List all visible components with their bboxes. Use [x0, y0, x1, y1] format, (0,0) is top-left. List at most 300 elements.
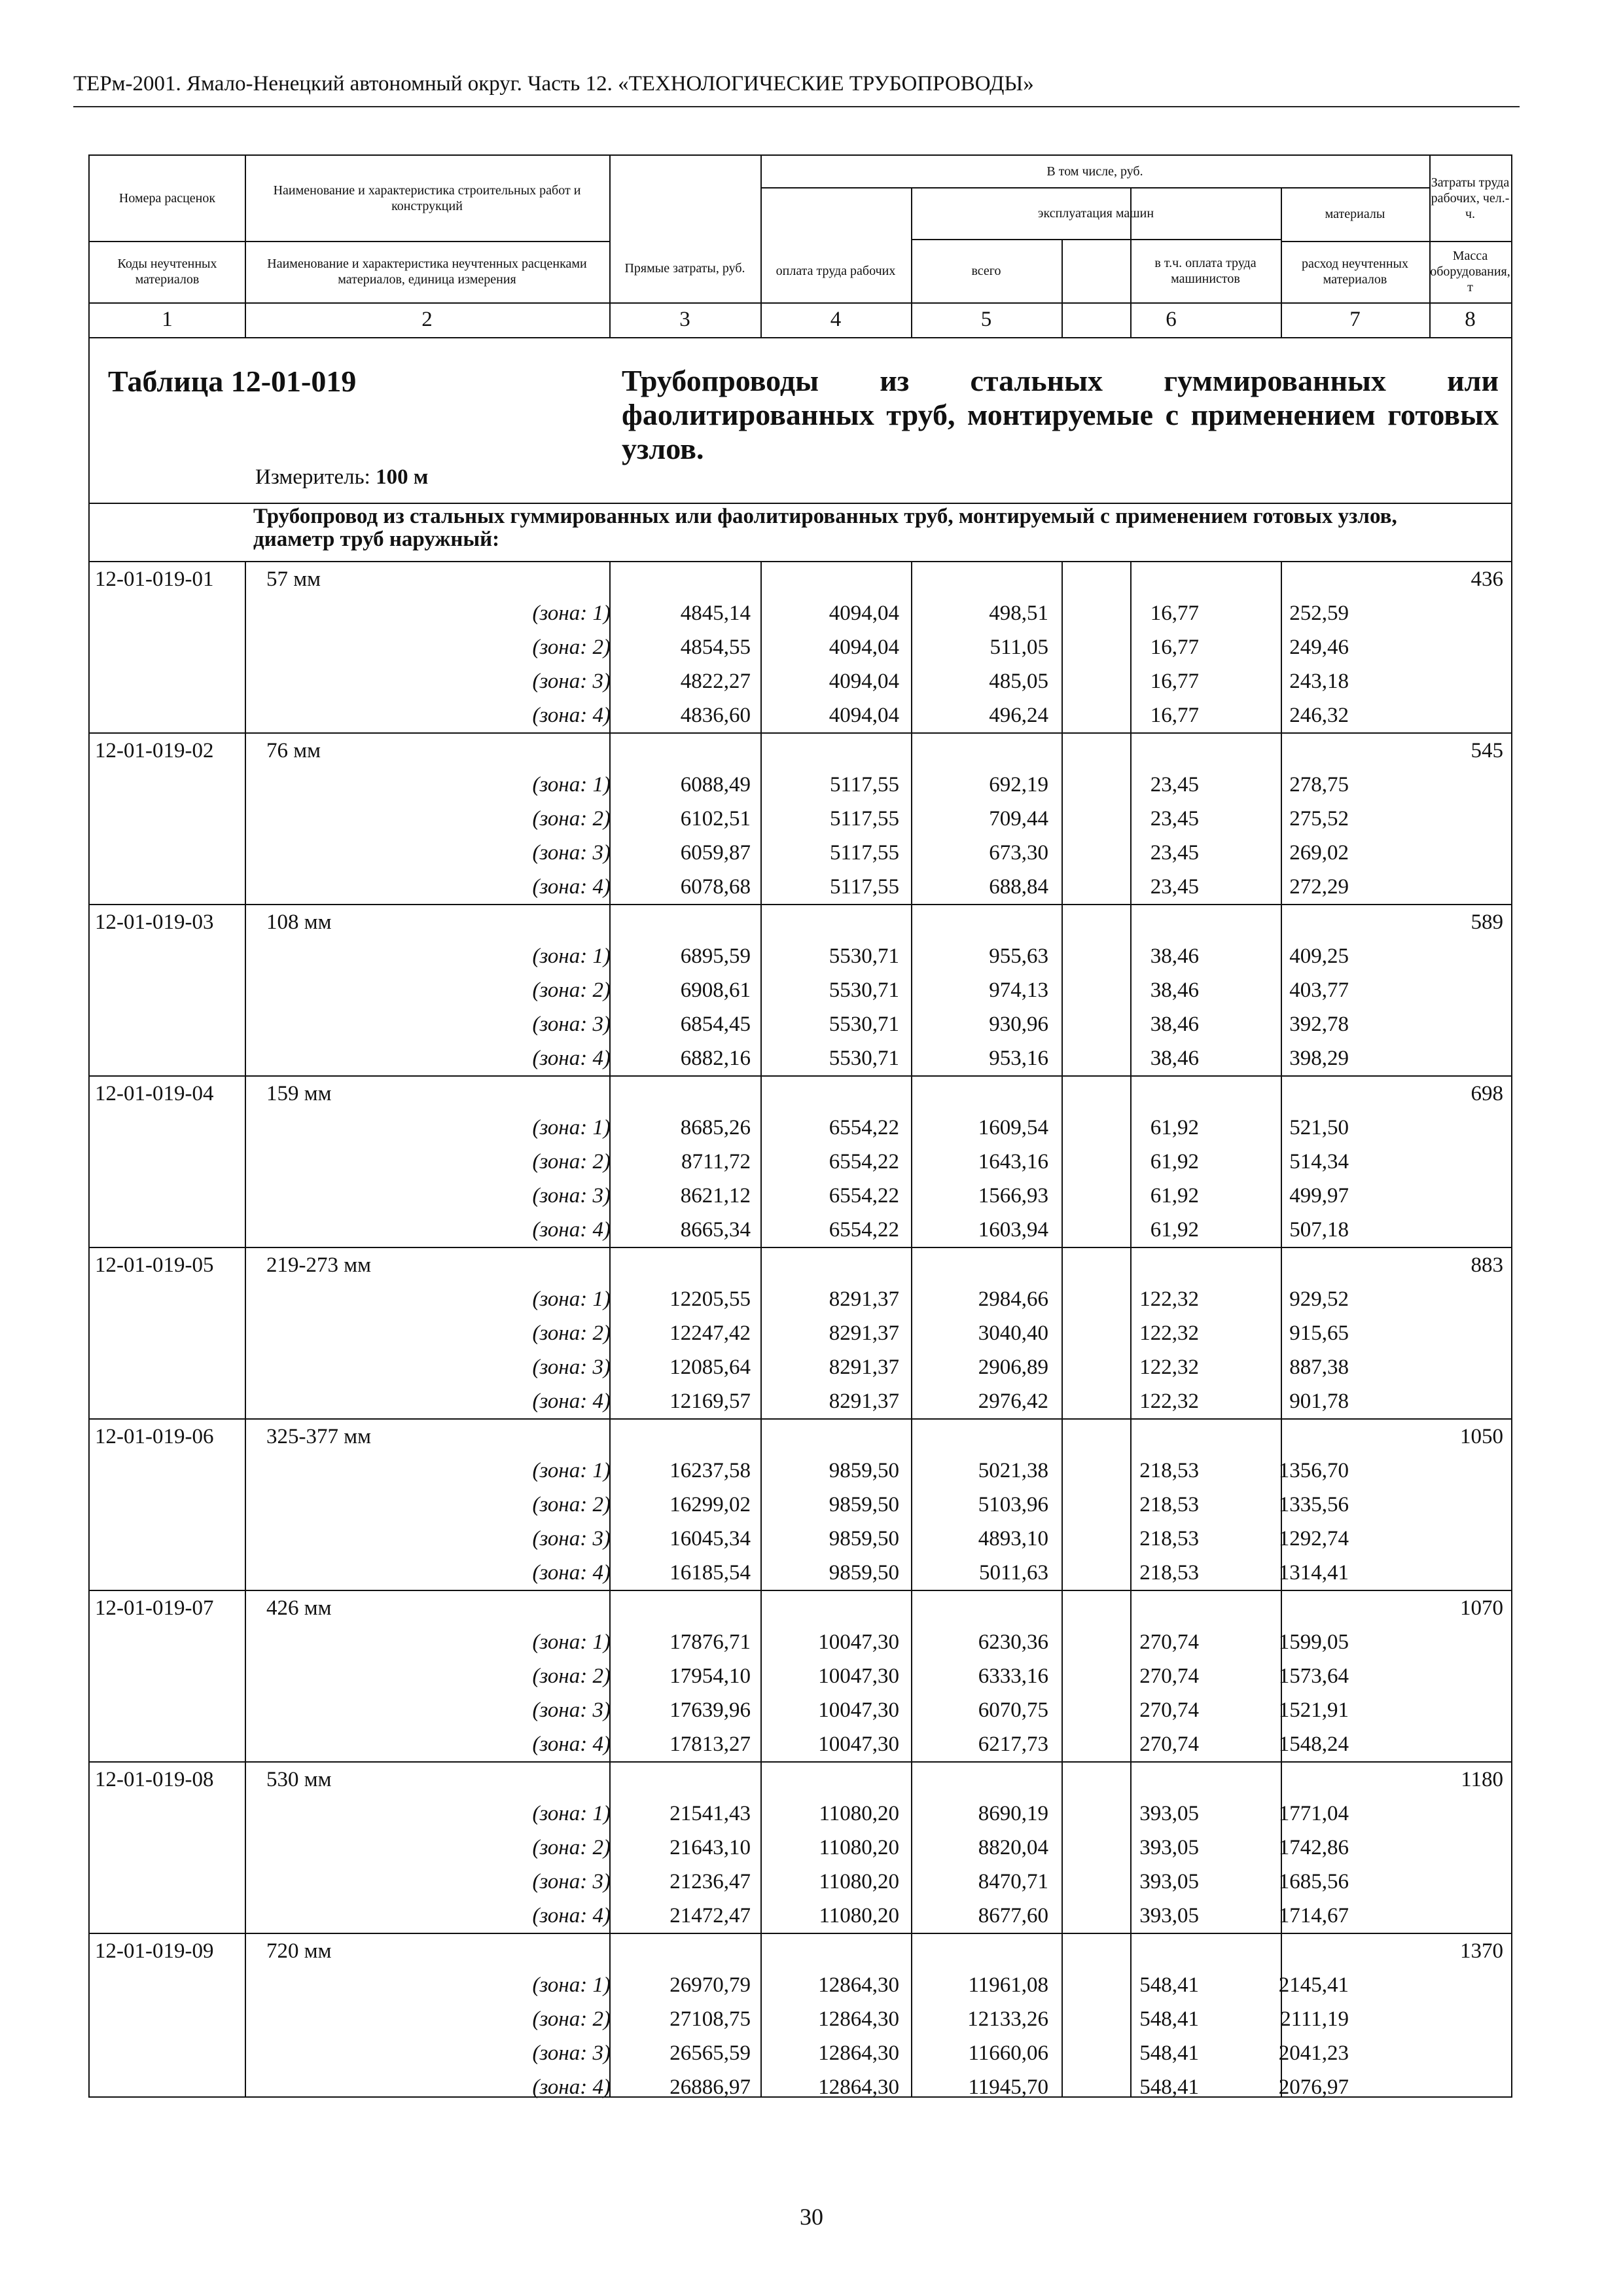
table-row: [90, 698, 1511, 732]
operator-wages: 38,46: [1150, 978, 1199, 1002]
header-col8-bottom: Масса оборудования, т: [1430, 249, 1510, 295]
materials-cost: 1356,70: [1278, 1459, 1349, 1482]
header-col6: в т.ч. оплата труда машинистов: [1154, 256, 1257, 286]
header-col1-bottom: Коды неучтенных материалов: [117, 257, 217, 287]
zone-label: (зона: 2): [532, 1836, 611, 1859]
worker-wages: 12864,30: [818, 2007, 899, 2031]
materials-cost: 887,38: [1289, 1355, 1349, 1379]
machine-cost: 496,24: [989, 704, 1048, 727]
rate-group: [90, 562, 1511, 734]
operator-wages: 38,46: [1150, 1013, 1199, 1036]
operator-wages: 393,05: [1139, 1870, 1199, 1893]
zone-label: (зона: 1): [532, 601, 611, 625]
operator-wages: 218,53: [1139, 1493, 1199, 1516]
header-col1-top: Номера расценок: [118, 191, 216, 206]
worker-wages: 11080,20: [819, 1870, 899, 1893]
machine-cost: 8677,60: [978, 1904, 1048, 1928]
worker-wages: 4094,04: [829, 636, 899, 659]
rate-group: [90, 1763, 1511, 1934]
machine-cost: 5103,96: [978, 1493, 1048, 1516]
operator-wages: 393,05: [1139, 1802, 1199, 1825]
zone-label: (зона: 1): [532, 944, 611, 968]
direct-cost: 4845,14: [680, 601, 751, 625]
machine-cost: 6070,75: [978, 1698, 1048, 1722]
header-group-label: В том числе, руб.: [1046, 164, 1143, 179]
machine-cost: 688,84: [989, 875, 1048, 899]
zone-label: (зона: 2): [532, 636, 611, 659]
table-row: [90, 939, 1511, 973]
materials-cost: 1335,56: [1278, 1493, 1349, 1516]
table-row: [90, 664, 1511, 698]
zone-label: (зона: 3): [532, 1355, 611, 1379]
machine-cost: 498,51: [989, 601, 1048, 625]
rate-code: 12-01-019-06: [95, 1425, 214, 1448]
zone-label: (зона: 4): [532, 2075, 611, 2099]
direct-cost: 21541,43: [669, 1802, 751, 1825]
machine-cost: 709,44: [989, 807, 1048, 831]
direct-cost: 6854,45: [680, 1013, 751, 1036]
operator-wages: 122,32: [1139, 1390, 1199, 1413]
table-row: [90, 905, 1511, 939]
table-row: [90, 1899, 1511, 1933]
materials-cost: 929,52: [1289, 1287, 1349, 1311]
table-row: [90, 802, 1511, 836]
table-row: [90, 1865, 1511, 1899]
rate-group: [90, 734, 1511, 905]
direct-cost: 27108,75: [669, 2007, 751, 2031]
worker-wages: 9859,50: [829, 1527, 899, 1551]
rate-group: [90, 1077, 1511, 1248]
worker-wages: 5530,71: [829, 944, 899, 968]
table-row: [90, 1077, 1511, 1111]
header-col7-top: материалы: [1325, 207, 1385, 221]
worker-wages: 6554,22: [829, 1184, 899, 1208]
header-col4: оплата труда рабочих: [776, 264, 896, 278]
labor-cost: 589: [1471, 910, 1503, 934]
zone-label: (зона: 3): [532, 1698, 611, 1722]
worker-wages: 5530,71: [829, 978, 899, 1002]
rate-group: [90, 1420, 1511, 1591]
materials-cost: 2041,23: [1278, 2041, 1349, 2065]
operator-wages: 270,74: [1139, 1732, 1199, 1756]
labor-cost: 1050: [1460, 1425, 1503, 1448]
materials-cost: 901,78: [1289, 1390, 1349, 1413]
worker-wages: 4094,04: [829, 670, 899, 693]
operator-wages: 38,46: [1150, 1047, 1199, 1070]
materials-cost: 275,52: [1289, 807, 1349, 831]
table-row: [90, 2002, 1511, 2036]
zone-label: (зона: 4): [532, 1047, 611, 1070]
materials-cost: 1771,04: [1278, 1802, 1349, 1825]
direct-cost: 12205,55: [669, 1287, 751, 1311]
operator-wages: 23,45: [1150, 841, 1199, 865]
column-number: 4: [830, 308, 842, 331]
direct-cost: 6882,16: [680, 1047, 751, 1070]
table-row: [90, 1316, 1511, 1350]
labor-cost: 883: [1471, 1253, 1503, 1277]
direct-cost: 17639,96: [669, 1698, 751, 1722]
table-row: [90, 1659, 1511, 1693]
rate-code: 12-01-019-05: [95, 1253, 214, 1277]
zone-label: (зона: 4): [532, 704, 611, 727]
zone-label: (зона: 1): [532, 1973, 611, 1997]
table-row: [90, 562, 1511, 596]
header-line: [90, 337, 1511, 338]
worker-wages: 11080,20: [819, 1802, 899, 1825]
table-row: [90, 1007, 1511, 1041]
direct-cost: 17813,27: [669, 1732, 751, 1756]
machine-cost: 12133,26: [967, 2007, 1048, 2031]
zone-label: (зона: 2): [532, 807, 611, 831]
table-body: [90, 562, 1511, 2104]
machine-cost: 8690,19: [978, 1802, 1048, 1825]
machine-cost: 11945,70: [968, 2075, 1048, 2099]
operator-wages: 16,77: [1150, 704, 1199, 727]
table-row: [90, 734, 1511, 768]
direct-cost: 8665,34: [680, 1218, 751, 1242]
direct-cost: 6102,51: [680, 807, 751, 831]
operator-wages: 23,45: [1150, 773, 1199, 797]
machine-cost: 974,13: [989, 978, 1048, 1002]
zone-label: (зона: 4): [532, 1561, 611, 1585]
worker-wages: 6554,22: [829, 1218, 899, 1242]
worker-wages: 4094,04: [829, 704, 899, 727]
table-row: [90, 1041, 1511, 1075]
labor-cost: 436: [1471, 567, 1503, 591]
materials-cost: 1573,64: [1278, 1664, 1349, 1688]
table-row: [90, 1179, 1511, 1213]
pipe-diameter: 76 мм: [266, 739, 321, 762]
column-number: 1: [162, 308, 173, 331]
materials-cost: 915,65: [1289, 1321, 1349, 1345]
labor-cost: 698: [1471, 1082, 1503, 1105]
materials-cost: 1548,24: [1278, 1732, 1349, 1756]
machine-cost: 511,05: [990, 636, 1048, 659]
zone-label: (зона: 3): [532, 1184, 611, 1208]
table-row: [90, 1454, 1511, 1488]
section-subheading: Трубопровод из стальных гуммированных или фаолитированных труб, монтируемый с применением готовых узлов, диаметр труб наружный:: [253, 505, 1397, 551]
column-number: 8: [1465, 308, 1476, 331]
zone-label: (зона: 2): [532, 1321, 611, 1345]
table-row: [90, 1556, 1511, 1590]
worker-wages: 8291,37: [829, 1355, 899, 1379]
column-number: 3: [679, 308, 690, 331]
rates-table: [88, 154, 1512, 2098]
materials-cost: 392,78: [1289, 1013, 1349, 1036]
table-row: [90, 1350, 1511, 1384]
table-row: [90, 1693, 1511, 1727]
page-number: 30: [800, 2204, 823, 2230]
machine-cost: 1603,94: [978, 1218, 1048, 1242]
machine-cost: 955,63: [989, 944, 1048, 968]
worker-wages: 12864,30: [818, 2041, 899, 2065]
table-row: [90, 973, 1511, 1007]
operator-wages: 61,92: [1150, 1150, 1199, 1174]
header-rule: [73, 106, 1520, 107]
machine-cost: 953,16: [989, 1047, 1048, 1070]
direct-cost: 21236,47: [669, 1870, 751, 1893]
zone-label: (зона: 1): [532, 1116, 611, 1139]
operator-wages: 16,77: [1150, 636, 1199, 659]
table-row: [90, 596, 1511, 630]
worker-wages: 5117,55: [829, 773, 899, 797]
operator-wages: 218,53: [1139, 1459, 1199, 1482]
pipe-diameter: 530 мм: [266, 1768, 332, 1791]
zone-label: (зона: 2): [532, 978, 611, 1002]
machine-cost: 8820,04: [978, 1836, 1048, 1859]
worker-wages: 5117,55: [829, 841, 899, 865]
pipe-diameter: 57 мм: [266, 567, 321, 591]
materials-cost: 2076,97: [1278, 2075, 1349, 2099]
machine-cost: 673,30: [989, 841, 1048, 865]
materials-cost: 2111,19: [1280, 2007, 1349, 2031]
worker-wages: 12864,30: [818, 1973, 899, 1997]
table-row: [90, 768, 1511, 802]
section-line: [90, 503, 1511, 504]
operator-wages: 23,45: [1150, 875, 1199, 899]
worker-wages: 5117,55: [829, 875, 899, 899]
labor-cost: 545: [1471, 739, 1503, 762]
zone-label: (зона: 1): [532, 1630, 611, 1654]
operator-wages: 270,74: [1139, 1630, 1199, 1654]
worker-wages: 9859,50: [829, 1493, 899, 1516]
materials-cost: 252,59: [1289, 601, 1349, 625]
rate-group: [90, 1934, 1511, 2104]
direct-cost: 4822,27: [680, 670, 751, 693]
materials-cost: 249,46: [1289, 636, 1349, 659]
operator-wages: 218,53: [1139, 1561, 1199, 1585]
table-row: [90, 1591, 1511, 1625]
operator-wages: 548,41: [1139, 2075, 1199, 2099]
direct-cost: 21472,47: [669, 1904, 751, 1928]
labor-cost: 1180: [1461, 1768, 1503, 1791]
worker-wages: 5117,55: [829, 807, 899, 831]
header-col7-bottom: расход неучтенных материалов: [1302, 257, 1408, 287]
table-row: [90, 1934, 1511, 1968]
zone-label: (зона: 1): [532, 1802, 611, 1825]
operator-wages: 23,45: [1150, 807, 1199, 831]
rate-code: 12-01-019-02: [95, 739, 214, 762]
rate-code: 12-01-019-04: [95, 1082, 214, 1105]
column-number: 2: [421, 308, 433, 331]
direct-cost: 6908,61: [680, 978, 751, 1002]
labor-cost: 1070: [1460, 1596, 1503, 1620]
table-row: [90, 630, 1511, 664]
pipe-diameter: 720 мм: [266, 1939, 332, 1963]
machine-cost: 2906,89: [978, 1355, 1048, 1379]
table-row: [90, 1420, 1511, 1454]
running-header: ТЕРм-2001. Ямало-Ненецкий автономный округ. Часть 12. «ТЕХНОЛОГИЧЕСКИЕ ТРУБОПРОВОДЫ»: [73, 72, 1034, 96]
zone-label: (зона: 2): [532, 1493, 611, 1516]
machine-cost: 6217,73: [978, 1732, 1048, 1756]
operator-wages: 122,32: [1139, 1355, 1199, 1379]
table-row: [90, 1282, 1511, 1316]
materials-cost: 1314,41: [1278, 1561, 1349, 1585]
direct-cost: 16299,02: [669, 1493, 751, 1516]
table-row: [90, 1522, 1511, 1556]
table-row: [90, 2036, 1511, 2070]
zone-label: (зона: 3): [532, 841, 611, 865]
direct-cost: 8685,26: [680, 1116, 751, 1139]
operator-wages: 548,41: [1139, 2007, 1199, 2031]
direct-cost: 21643,10: [669, 1836, 751, 1859]
measure-line: [255, 465, 428, 490]
header-col5: всего: [971, 263, 1001, 278]
header-col2-top: Наименование и характеристика строительных работ и конструкций: [273, 183, 581, 213]
materials-cost: 398,29: [1289, 1047, 1349, 1070]
table-title: Трубопроводы из стальных гуммированных или фаолитированных труб, монтируемые с применением готовых узлов.: [622, 364, 1499, 465]
worker-wages: 10047,30: [818, 1732, 899, 1756]
machine-cost: 2976,42: [978, 1390, 1048, 1413]
table-label: Таблица 12-01-019: [108, 365, 357, 398]
worker-wages: 4094,04: [829, 601, 899, 625]
direct-cost: 12247,42: [669, 1321, 751, 1345]
rate-code: 12-01-019-08: [95, 1768, 214, 1791]
zone-label: (зона: 4): [532, 1904, 611, 1928]
zone-label: (зона: 4): [532, 875, 611, 899]
materials-cost: 1742,86: [1278, 1836, 1349, 1859]
direct-cost: 6088,49: [680, 773, 751, 797]
rate-code: 12-01-019-01: [95, 567, 214, 591]
materials-cost: 1685,56: [1278, 1870, 1349, 1893]
machine-cost: 5011,63: [978, 1561, 1048, 1585]
table-row: [90, 2070, 1511, 2104]
table-row: [90, 1625, 1511, 1659]
column-number: 5: [980, 308, 992, 331]
materials-cost: 1292,74: [1278, 1527, 1349, 1551]
zone-label: (зона: 3): [532, 1527, 611, 1551]
operator-wages: 548,41: [1139, 2041, 1199, 2065]
materials-cost: 403,77: [1289, 978, 1349, 1002]
zone-label: (зона: 4): [532, 1390, 611, 1413]
header-machines-label: эксплуатация машин: [1037, 206, 1154, 221]
operator-wages: 122,32: [1139, 1321, 1199, 1345]
worker-wages: 11080,20: [819, 1836, 899, 1859]
machine-cost: 6333,16: [978, 1664, 1048, 1688]
machine-cost: 4893,10: [978, 1527, 1048, 1551]
zone-label: (зона: 3): [532, 2041, 611, 2065]
materials-cost: 521,50: [1289, 1116, 1349, 1139]
direct-cost: 4854,55: [680, 636, 751, 659]
direct-cost: 8621,12: [680, 1184, 751, 1208]
column-number: 7: [1349, 308, 1361, 331]
direct-cost: 26886,97: [669, 2075, 751, 2099]
table-row: [90, 1831, 1511, 1865]
rate-code: 12-01-019-03: [95, 910, 214, 934]
table-row: [90, 1797, 1511, 1831]
machine-cost: 6230,36: [978, 1630, 1048, 1654]
direct-cost: 16237,58: [669, 1459, 751, 1482]
zone-label: (зона: 3): [532, 670, 611, 693]
table-row: [90, 1488, 1511, 1522]
measure-value: 100 м: [376, 465, 429, 489]
zone-label: (зона: 2): [532, 2007, 611, 2031]
direct-cost: 17876,71: [669, 1630, 751, 1654]
zone-label: (зона: 2): [532, 1664, 611, 1688]
measure-label: Измеритель:: [255, 465, 376, 489]
direct-cost: 16185,54: [669, 1561, 751, 1585]
machine-cost: 930,96: [989, 1013, 1048, 1036]
materials-cost: 2145,41: [1278, 1973, 1349, 1997]
rate-group: [90, 1248, 1511, 1420]
table-row: [90, 1727, 1511, 1761]
pipe-diameter: 159 мм: [266, 1082, 332, 1105]
worker-wages: 8291,37: [829, 1390, 899, 1413]
machine-cost: 1609,54: [978, 1116, 1048, 1139]
table-row: [90, 1213, 1511, 1247]
direct-cost: 12169,57: [669, 1390, 751, 1413]
zone-label: (зона: 1): [532, 773, 611, 797]
worker-wages: 6554,22: [829, 1116, 899, 1139]
materials-cost: 278,75: [1289, 773, 1349, 797]
direct-cost: 12085,64: [669, 1355, 751, 1379]
machine-cost: 3040,40: [978, 1321, 1048, 1345]
operator-wages: 61,92: [1150, 1184, 1199, 1208]
table-row: [90, 1763, 1511, 1797]
labor-cost: 1370: [1460, 1939, 1503, 1963]
machine-cost: 11961,08: [968, 1973, 1048, 1997]
machine-cost: 485,05: [989, 670, 1048, 693]
materials-cost: 243,18: [1289, 670, 1349, 693]
worker-wages: 9859,50: [829, 1459, 899, 1482]
rate-group: [90, 905, 1511, 1077]
zone-label: (зона: 4): [532, 1732, 611, 1756]
worker-wages: 8291,37: [829, 1321, 899, 1345]
direct-cost: 17954,10: [669, 1664, 751, 1688]
machine-cost: 11660,06: [968, 2041, 1048, 2065]
header-col8-top: Затраты труда рабочих, чел.-ч.: [1431, 175, 1510, 221]
worker-wages: 10047,30: [818, 1630, 899, 1654]
table-row: [90, 1145, 1511, 1179]
operator-wages: 61,92: [1150, 1116, 1199, 1139]
operator-wages: 16,77: [1150, 670, 1199, 693]
direct-cost: 6078,68: [680, 875, 751, 899]
machine-cost: 2984,66: [978, 1287, 1048, 1311]
header-col2-bottom: Наименование и характеристика неучтенных расценками материалов, единица измерения: [267, 257, 587, 287]
zone-label: (зона: 1): [532, 1287, 611, 1311]
materials-cost: 272,29: [1289, 875, 1349, 899]
machine-cost: 1643,16: [978, 1150, 1048, 1174]
operator-wages: 393,05: [1139, 1836, 1199, 1859]
materials-cost: 409,25: [1289, 944, 1349, 968]
worker-wages: 10047,30: [818, 1698, 899, 1722]
materials-cost: 1521,91: [1278, 1698, 1349, 1722]
operator-wages: 270,74: [1139, 1698, 1199, 1722]
pipe-diameter: 325-377 мм: [266, 1425, 372, 1448]
direct-cost: 6059,87: [680, 841, 751, 865]
operator-wages: 270,74: [1139, 1664, 1199, 1688]
machine-cost: 692,19: [989, 773, 1048, 797]
worker-wages: 12864,30: [818, 2075, 899, 2099]
zone-label: (зона: 3): [532, 1870, 611, 1893]
materials-cost: 499,97: [1289, 1184, 1349, 1208]
operator-wages: 393,05: [1139, 1904, 1199, 1928]
operator-wages: 38,46: [1150, 944, 1199, 968]
operator-wages: 61,92: [1150, 1218, 1199, 1242]
operator-wages: 218,53: [1139, 1527, 1199, 1551]
table-row: [90, 1968, 1511, 2002]
materials-cost: 514,34: [1289, 1150, 1349, 1174]
table-row: [90, 1248, 1511, 1282]
table-row: [90, 836, 1511, 870]
table-row: [90, 1384, 1511, 1418]
machine-cost: 8470,71: [978, 1870, 1048, 1893]
worker-wages: 10047,30: [818, 1664, 899, 1688]
materials-cost: 269,02: [1289, 841, 1349, 865]
worker-wages: 8291,37: [829, 1287, 899, 1311]
pipe-diameter: 108 мм: [266, 910, 332, 934]
direct-cost: 8711,72: [681, 1150, 751, 1174]
